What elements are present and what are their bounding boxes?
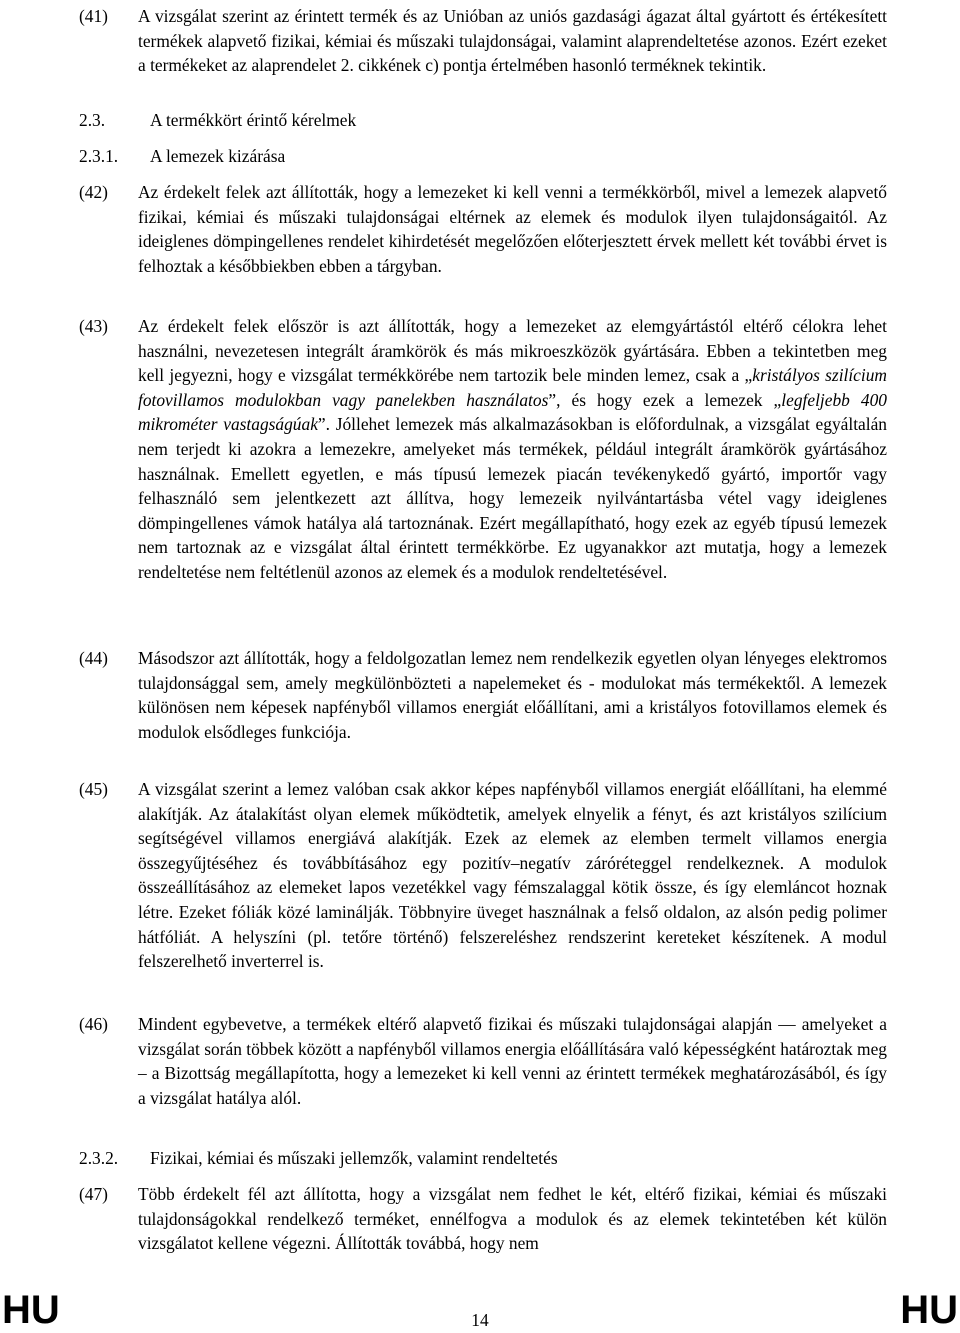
paragraph-number: (41) <box>79 6 108 26</box>
heading-number: 2.3.2. <box>79 1148 119 1168</box>
footer-language-left: HU <box>2 1288 60 1332</box>
heading-number: 2.3.1. <box>79 146 119 166</box>
paragraph-text: Az érdekelt felek azt állították, hogy a lemezeket ki kell venni a termékkörből, mivel a lemezek alapvető fizikai, kémiai és műszaki tulajdonságai eltérnek az elemek és modulok ilyen tulajdonságaitól. Az ideiglenes dömpingellenes rendelet kihirdetését megelőzően előterjesztett érvek mellett két további érvet is felhoztak a későbbiekben ebben a tárgyban. <box>138 182 887 276</box>
heading-text: A lemezek kizárása <box>150 146 286 166</box>
paragraph-number: (42) <box>79 182 108 202</box>
paragraph-text <box>138 314 887 585</box>
text-run: Az érdekelt felek először is azt állították, hogy a lemezeket az elemgyártástól eltérő célokra lehet használni, nevezetesen integrált áramkörök és más mikroeszközök gyártására. Ebben a tekintetben meg kell jegyezni, hogy e vizsgálat termékkörébe nem tartozik bele minden lemez, csak a „ <box>138 316 887 386</box>
paragraph-number: (43) <box>79 316 108 336</box>
footer-language-right: HU <box>900 1288 958 1332</box>
paragraph-number: (47) <box>79 1184 108 1204</box>
italic-run: legfeljebb 400 mikrométer vastagságúak <box>138 389 887 435</box>
paragraph-text: Több érdekelt fél azt állította, hogy a vizsgálat nem fedhet le két, eltérő fizikai, kémiai és műszaki tulajdonságokkal rendelkező terméket, ennélfogva a modulok és az elemek tekintetében két külön vizsgálatot kellene végezni. Állították továbbá, hogy nem <box>138 1184 887 1254</box>
paragraph-text: A vizsgálat szerint a lemez valóban csak akkor képes napfényből villamos energiát előállítani, ha elemmé alakítják. Az átalakítást olyan elemek működtetik, amelyek elnyelik a fényt, és azt kristályos szilícium segítségével villamos energiává alakítják. Ezek az elemek az elemben termelt villamos energia összegyűjtéséhez és továbbításához egy pozitív–negatív záróréteggel rendelkeznek. A modulok összeállításához az elemeket lapos vezetékkel vagy fémszalaggal kötik össze, és így elemláncot hoznak létre. Ezeket fóliák közé laminálják. Többnyire üveget használnak a felső oldalon, az alsón pedig polimer hátfóliát. A helyszíni (pl. tetőre történő) felszereléshez rendszerint kereteket készítenek. A modul felszerelhető inverterrel is. <box>138 779 887 972</box>
heading-text: Fizikai, kémiai és műszaki jellemzők, valamint rendeltetés <box>150 1148 558 1168</box>
paragraph-text: Mindent egybevetve, a termékek eltérő alapvető fizikai és műszaki tulajdonságai alapján — amelyeket a vizsgálat során többek között a napfényből villamos energia előállítására való képességként határoztak meg – a Bizottság megállapította, hogy a lemezeket ki kell venni az érintett termékek meghatározásából, és így a vizsgálat hatálya alól. <box>138 1014 887 1108</box>
paragraph-number: (44) <box>79 648 108 668</box>
heading-text: A termékkört érintő kérelmek <box>150 110 357 130</box>
italic-run: kristályos szilícium fotovillamos modulokban vagy panelekben használatos <box>138 365 887 410</box>
text-run: ”. Jóllehet lemezek más alkalmazásokban is előfordulnak, a vizsgálat egyáltalán nem terjedt ki azokra a lemezekre, amelyeket más termékek, például integrált áramkörök gyártásához használnak. Emellett egyetlen, e más típusú lemezek piacán tevékenykedő gyártó, importőr vagy felhasználó sem jelentkezett azt állítva, hogy lemezeik nyilvántartásba vétel vagy ideiglenes dömpingellenes vámok hatálya alá tartoznának. Ezért megállapítható, hogy ezek az egyéb típusú lemezek nem tartoznak az e vizsgálat által érintett termékkörbe. Ez ugyanakkor azt mutatja, hogy a lemezek rendeltetése nem feltétlenül azonos az elemek és a modulok rendeltetésével. <box>138 414 888 582</box>
paragraph-text: Másodszor azt állították, hogy a feldolgozatlan lemez nem rendelkezik egyetlen olyan lényeges elektromos tulajdonsággal sem, amely megkülönbözteti a napelemeket és - modulokat más termékektől. A lemezek különösen nem képesek napfényből villamos energiát előállítani, ami a kristályos fotovillamos elemek és modulok elsődleges funkciója. <box>138 648 887 742</box>
heading-number: 2.3. <box>79 110 106 130</box>
paragraph-number: (46) <box>79 1014 108 1034</box>
paragraph-text: A vizsgálat szerint az érintett termék és az Unióban az uniós gazdasági ágazat által gyártott és értékesített termékek alapvető fizikai, kémiai és műszaki tulajdonságai, valamint alaprendeltetése azonos. Ezért ezeket a termékeket az alaprendelet 2. cikkének c) pontja értelmében hasonló terméknek tekintik. <box>138 6 887 76</box>
paragraph-number: (45) <box>79 779 108 799</box>
text-run: ”, és hogy ezek a lemezek „ <box>548 389 782 410</box>
page-number: 14 <box>471 1310 489 1330</box>
